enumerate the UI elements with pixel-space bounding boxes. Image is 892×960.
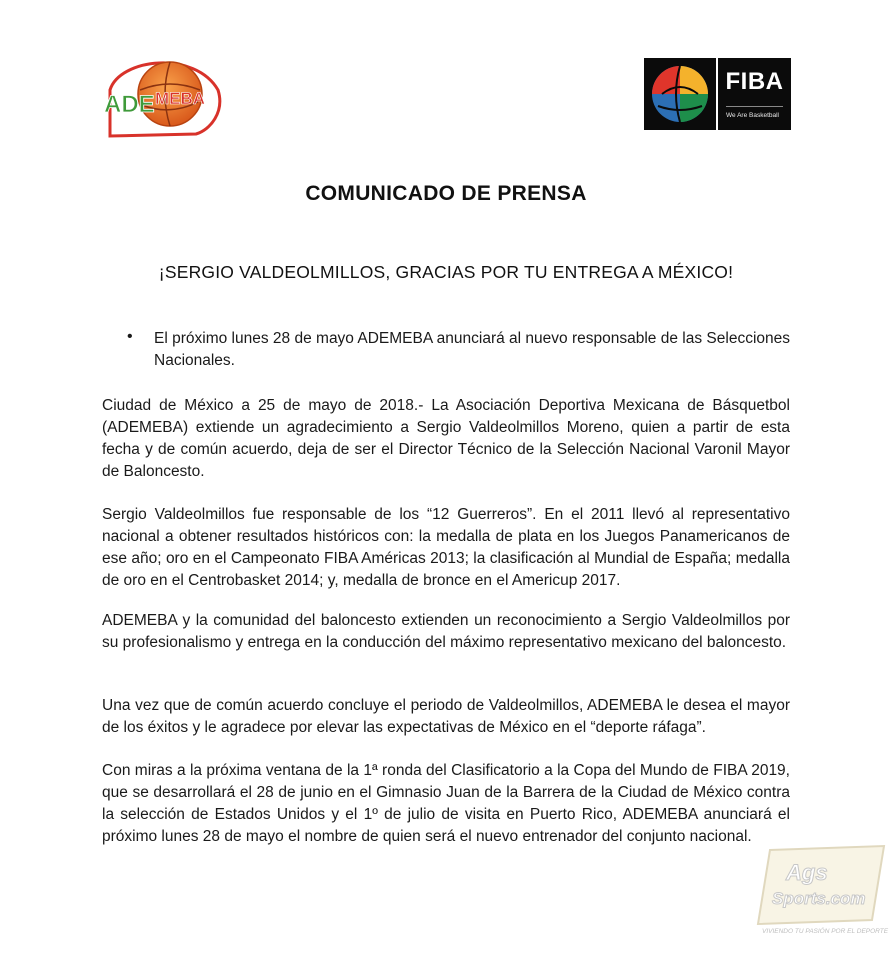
watermark-caption: VIVIENDO TU PASIÓN POR EL DEPORTE	[762, 928, 889, 935]
paragraph-1: Ciudad de México a 25 de mayo de 2018.- La Asociación Deportiva Mexicana de Básquetbol (ADEMEBA) extiende un agradecimiento a Sergio Valdeolmillos Moreno, quien a partir de esta fecha y de común acuerdo, deja de ser el Director Técnico de la Selección Nacional Varonil Mayor de Baloncesto.	[102, 397, 790, 480]
page-title: COMUNICADO DE PRENSA	[305, 182, 587, 205]
paragraph-4: Una vez que de común acuerdo concluye el periodo de Valdeolmillos, ADEMEBA le desea el mayor de los éxitos y le agradece por elevar las expectativas de México en el “deporte ráfaga”.	[102, 697, 790, 736]
fiba-ball-icon	[644, 58, 716, 130]
paragraph-2: Sergio Valdeolmillos fue responsable de los “12 Guerreros”. En el 2011 llevó al representativo nacional a obtener resultados históricos con: la medalla de plata en los Juegos Panamericanos de ese año; oro en el Campeonato FIBA Américas 2013; la clasificación al Mundial de España; medalla de oro en el Centrobasket 2014; y, medalla de bronce en el Americup 2017.	[102, 506, 790, 589]
fiba-divider	[726, 106, 783, 107]
watermark-line1: Ags	[786, 860, 828, 885]
ademeba-logo	[100, 50, 225, 142]
fiba-logo	[644, 58, 791, 130]
paragraph-3: ADEMEBA y la comunidad del baloncesto extienden un reconocimiento a Sergio Valdeolmillos por su profesionalismo y entrega en la conducción del máximo representativo mexicano del baloncesto.	[102, 612, 790, 651]
svg-text:ADE: ADE	[104, 91, 155, 118]
bullet-icon: •	[127, 328, 133, 345]
paragraph-5: Con miras a la próxima ventana de la 1ª ronda del Clasificatorio a la Copa del Mundo de FIBA 2019, que se desarrollará el 28 de junio en el Gimnasio Juan de la Barrera de la Ciudad de México contra la selección de Estados Unidos y el 1º de julio de visita en Puerto Rico, ADEMEBA anunciará el próximo lunes 28 de mayo el nombre de quien será el nuevo entrenador del conjunto nacional.	[102, 762, 790, 845]
fiba-tagline: We Are Basketball	[726, 112, 779, 119]
agssports-logo-icon	[752, 842, 890, 928]
svg-text:MEBA: MEBA	[155, 89, 206, 108]
agssports-watermark	[752, 842, 890, 942]
watermark-line2: Sports.com	[772, 889, 866, 908]
page-subtitle: ¡SERGIO VALDEOLMILLOS, GRACIAS POR TU ENTREGA A MÉXICO!	[158, 262, 734, 282]
fiba-wordmark	[718, 58, 791, 130]
bullet-text: El próximo lunes 28 de mayo ADEMEBA anunciará al nuevo responsable de las Selecciones Nacionales.	[154, 330, 790, 369]
fiba-word: FIBA	[725, 68, 784, 95]
